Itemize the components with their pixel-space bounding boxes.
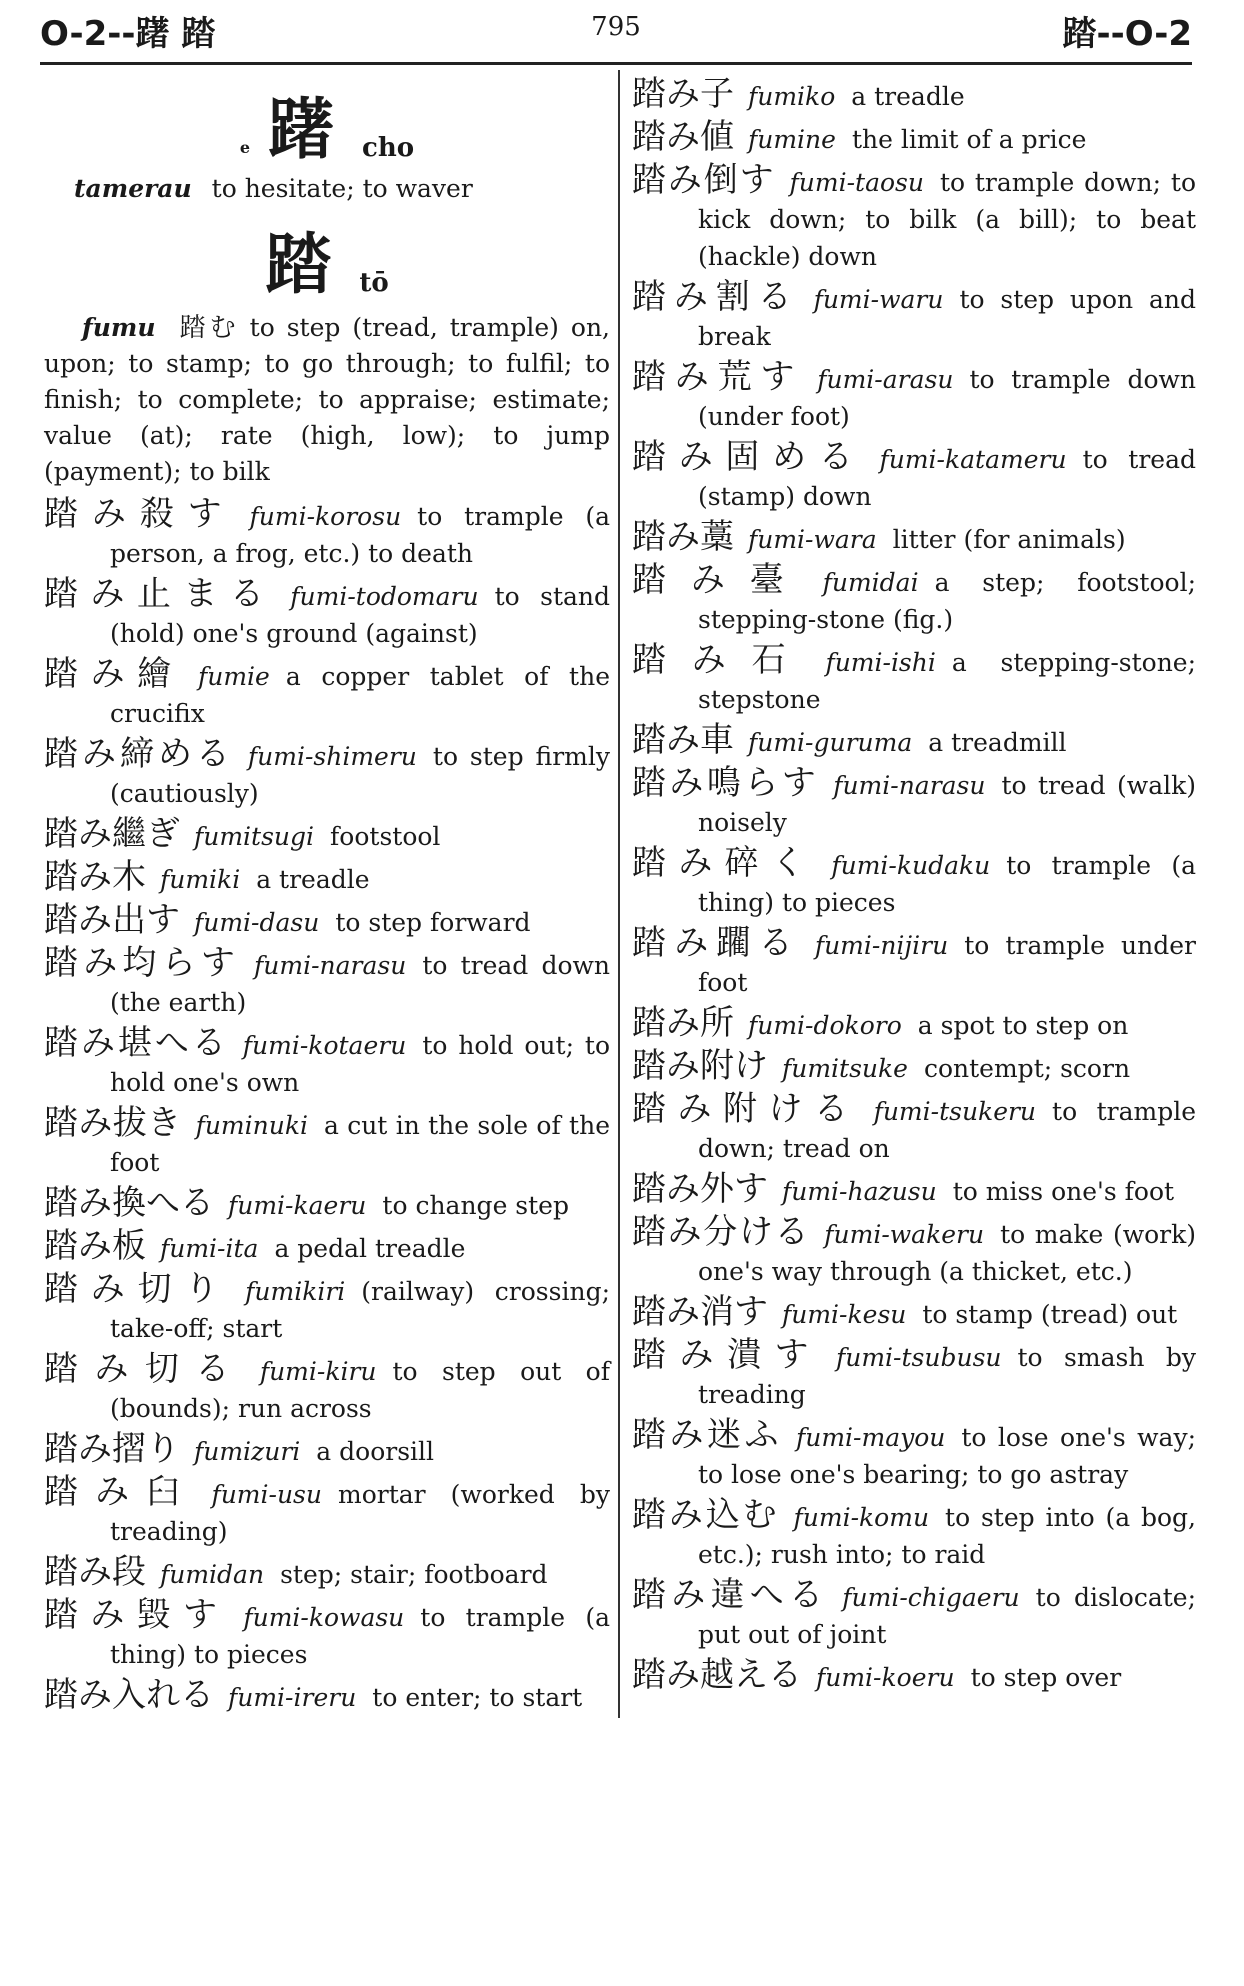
entry-gloss: to trample (a thing) to pieces xyxy=(698,851,1196,917)
dictionary-entry xyxy=(44,1271,610,1347)
entry-headword: 踏み入れる xyxy=(44,1675,214,1715)
page-header xyxy=(40,0,1192,66)
dictionary-entry xyxy=(44,1474,610,1550)
entry-headword: 踏み附ける xyxy=(632,1089,860,1129)
dictionary-entry xyxy=(44,1351,610,1427)
entry-romaji: fumi-ishi xyxy=(825,648,936,677)
entry-romaji: fumiki xyxy=(160,865,241,894)
entry-headword: 踏み鳴らす xyxy=(632,763,820,803)
entry-gloss: a stepping-stone; stepstone xyxy=(698,648,1197,714)
entry-romaji: fumi-kesu xyxy=(782,1300,907,1329)
entry-gloss: a step; footstool; stepping-stone (fig.) xyxy=(698,568,1197,634)
dictionary-entry xyxy=(632,1048,1196,1087)
dictionary-entry xyxy=(632,845,1196,921)
entry-headword: 踏み出す xyxy=(44,900,180,940)
dictionary-entry xyxy=(632,76,1196,115)
entry-romaji: fumi-kotaeru xyxy=(242,1031,407,1060)
entry-headword: 踏み木 xyxy=(44,857,146,897)
entry-romaji: fumi-arasu xyxy=(817,365,954,394)
entry-gloss: to stamp (tread) out xyxy=(922,1300,1178,1329)
entry-gloss: to step over xyxy=(970,1663,1122,1692)
entry-headword: 踏み違へる xyxy=(632,1575,829,1615)
entry-gloss: mortar (worked by treading) xyxy=(110,1480,611,1546)
dictionary-entry xyxy=(44,576,610,652)
entry-headword: 踏み換へる xyxy=(44,1183,214,1223)
dictionary-entry xyxy=(632,1657,1196,1696)
entry-headword: 踏み越える xyxy=(632,1655,802,1695)
entry-romaji: fumi-wakeru xyxy=(824,1220,985,1249)
entry-headword: 踏み外す xyxy=(632,1169,768,1209)
entry-romaji: fumi-kowasu xyxy=(243,1603,405,1632)
dictionary-entry xyxy=(632,765,1196,841)
entry-romaji: fumi-kudaku xyxy=(831,851,991,880)
header-rule xyxy=(40,62,1192,65)
entry-gloss: to step forward xyxy=(335,908,531,937)
entry-headword: 踏み込む xyxy=(632,1495,780,1535)
dictionary-entry xyxy=(632,722,1196,761)
entry-headword: 踏み板 xyxy=(44,1226,146,1266)
entry-headword: 踏み子 xyxy=(632,74,734,114)
entry-headword: 踏み臼 xyxy=(44,1472,198,1512)
entry-romaji: fumi-shimeru xyxy=(247,742,417,771)
entry-romaji: fumi-ita xyxy=(160,1234,259,1263)
entry-headword: 踏み所 xyxy=(632,1003,734,1043)
entry-headword: 踏み値 xyxy=(632,117,734,157)
dictionary-entry xyxy=(632,1091,1196,1167)
dictionary-entry xyxy=(44,945,610,1021)
entry-romaji: fumi-korosu xyxy=(249,502,402,531)
entry-gloss: to dislocate; put out of joint xyxy=(698,1583,1197,1649)
entry-romaji: fuminuki xyxy=(195,1111,308,1140)
entry-gloss: to step firmly (cautiously) xyxy=(110,742,610,808)
dictionary-entry xyxy=(632,642,1196,718)
dictionary-entry xyxy=(632,119,1196,158)
left-column xyxy=(44,76,610,1720)
left-entry-list xyxy=(44,496,610,1716)
entry-gloss: to smash by treading xyxy=(698,1343,1196,1409)
entry-romaji: fumi-waru xyxy=(813,285,944,314)
entry-gloss: to miss one's foot xyxy=(952,1177,1175,1206)
dictionary-entry xyxy=(632,1171,1196,1210)
entry-headword: 踏み消す xyxy=(632,1292,768,1332)
dictionary-entry xyxy=(44,1025,610,1101)
entry-romaji: fumi-nijiru xyxy=(814,931,949,960)
entry-headword: 踏み割る xyxy=(632,277,800,317)
entry-headword: 踏み碎く xyxy=(632,843,818,883)
dictionary-entry xyxy=(44,902,610,941)
dictionary-entry xyxy=(44,1597,610,1673)
entry-headword: 踏み車 xyxy=(632,720,734,760)
entry-romaji: fumitsugi xyxy=(194,822,315,851)
entry-romaji: fumi-todomaru xyxy=(290,582,479,611)
right-entry-list xyxy=(632,76,1196,1696)
entry-romaji: fumi-katameru xyxy=(879,445,1067,474)
entry-headword: 踏み分ける xyxy=(632,1212,811,1252)
dictionary-entry xyxy=(44,859,610,898)
entry-romaji: fumitsuke xyxy=(782,1054,908,1083)
entry-romaji: fumi-kiru xyxy=(259,1357,377,1386)
entry-romaji: fumi-koeru xyxy=(816,1663,955,1692)
entry-gloss: to hold out; to hold one's own xyxy=(110,1031,610,1097)
entry-gloss: a treadmill xyxy=(928,728,1067,757)
entry-headword: 踏み締める xyxy=(44,734,234,774)
entry-gloss: to stand (hold) one's ground (against) xyxy=(110,582,610,648)
entry-romaji: fumiko xyxy=(748,82,836,111)
entry-gloss: (railway) crossing; take-off; start xyxy=(110,1277,610,1343)
dictionary-entry xyxy=(632,562,1196,638)
header-left: O-2--躇 踏 xyxy=(40,14,216,54)
entry-gloss: to enter; to start xyxy=(372,1683,583,1712)
page-number: 795 xyxy=(591,12,641,42)
entry-gloss: to trample down; to kick down; to bilk (a bill); to beat (hackle) down xyxy=(698,168,1196,271)
definition-gloss: to step (tread, trample) on, upon; to stamp; to go through; to fulfil; to finish; to complete; to appraise; estimate; value (at); rate (high, low); to jump (payment); to bilk xyxy=(44,313,610,486)
definition-gloss: to hesitate; to waver xyxy=(211,174,473,203)
entry-headword: 踏み繪 xyxy=(44,654,184,694)
definition-romaji: tamerau xyxy=(74,174,192,203)
entry-headword: 踏み摺り xyxy=(44,1429,180,1469)
entry-headword: 踏み附け xyxy=(632,1046,768,1086)
entry-gloss: a copper tablet of the crucifix xyxy=(110,662,610,728)
entry-gloss: to trample down; tread on xyxy=(698,1097,1197,1163)
kanji-character: 踏 xyxy=(265,226,332,303)
entry-gloss: the limit of a price xyxy=(851,125,1087,154)
entry-headword: 踏み止まる xyxy=(44,574,277,614)
kanji-entry-to xyxy=(44,211,610,306)
entry-romaji: fumi-narasu xyxy=(254,951,407,980)
entry-headword: 踏み潰す xyxy=(632,1335,822,1375)
entry-headword: 踏み石 xyxy=(632,640,812,680)
dictionary-entry xyxy=(44,496,610,572)
entry-gloss: a spot to step on xyxy=(917,1011,1129,1040)
entry-gloss: to lose one's way; to lose one's bearing; to go astray xyxy=(698,1423,1196,1489)
definition-form: 踏む xyxy=(175,313,240,343)
dictionary-entry xyxy=(632,1214,1196,1290)
entry-gloss: footstool xyxy=(330,822,441,851)
dictionary-entry xyxy=(44,656,610,732)
entry-gloss: to tread (stamp) down xyxy=(698,445,1197,511)
entry-romaji: fumidan xyxy=(160,1560,265,1589)
entry-gloss: a pedal treadle xyxy=(274,1234,466,1263)
entry-headword: 踏み均らす xyxy=(44,943,241,983)
entry-headword: 踏み切り xyxy=(44,1269,232,1309)
dictionary-entry xyxy=(632,1497,1196,1573)
entry-romaji: fumi-wara xyxy=(748,525,877,554)
entry-romaji: fumi-dasu xyxy=(194,908,320,937)
dictionary-entry xyxy=(632,439,1196,515)
dictionary-entry xyxy=(44,736,610,812)
entry-headword: 踏み殺す xyxy=(44,494,236,534)
entry-gloss: to step into (a bog, etc.); rush into; to raid xyxy=(698,1503,1196,1569)
dictionary-entry xyxy=(632,1577,1196,1653)
dictionary-entry xyxy=(632,1005,1196,1044)
entry-gloss: to tread down (the earth) xyxy=(110,951,611,1017)
dictionary-entry xyxy=(632,1337,1196,1413)
dictionary-entry xyxy=(632,279,1196,355)
dictionary-entry xyxy=(44,1431,610,1470)
entry-gloss: a cut in the sole of the foot xyxy=(110,1111,610,1177)
entry-headword: 踏み臺 xyxy=(632,560,809,600)
entry-gloss: to step upon and break xyxy=(698,285,1196,351)
entry-romaji: fumi-narasu xyxy=(833,771,986,800)
entry-gloss: to trample down (under foot) xyxy=(698,365,1196,431)
entry-gloss: to trample under foot xyxy=(698,931,1196,997)
entry-romaji: fumi-tsubusu xyxy=(836,1343,1002,1372)
entry-headword: 踏み躙る xyxy=(632,923,801,963)
entry-romaji: fumi-usu xyxy=(211,1480,322,1509)
kanji-reading: tō xyxy=(359,267,389,298)
kanji-definition xyxy=(44,310,610,490)
dictionary-entry xyxy=(44,1554,610,1593)
kanji-mark: e xyxy=(239,138,251,157)
entry-gloss: to change step xyxy=(382,1191,569,1220)
entry-headword: 踏み堪へる xyxy=(44,1023,229,1063)
entry-gloss: to make (work) one's way through (a thicket, etc.) xyxy=(698,1220,1197,1286)
entry-headword: 踏み倒す xyxy=(632,160,776,200)
entry-headword: 踏み迷ふ xyxy=(632,1415,782,1455)
kanji-reading: cho xyxy=(362,132,415,163)
dictionary-entry xyxy=(632,1294,1196,1333)
header-right: 踏--O-2 xyxy=(1062,14,1192,54)
dictionary-entry xyxy=(44,1185,610,1224)
entry-headword: 踏み毀す xyxy=(44,1595,230,1635)
kanji-definition xyxy=(44,171,610,207)
column-divider xyxy=(618,70,620,1718)
entry-romaji: fumi-taosu xyxy=(789,168,924,197)
entry-romaji: fumikiri xyxy=(245,1277,346,1306)
entry-gloss: to step out of (bounds); run across xyxy=(110,1357,610,1423)
entry-romaji: fumi-komu xyxy=(793,1503,930,1532)
entry-romaji: fumizuri xyxy=(194,1437,301,1466)
kanji-character: 躇 xyxy=(268,91,335,168)
entry-headword: 踏み繼ぎ xyxy=(44,814,180,854)
dictionary-entry xyxy=(44,1677,610,1716)
entry-romaji: fumi-kaeru xyxy=(228,1191,367,1220)
entry-headword: 踏み段 xyxy=(44,1552,146,1592)
entry-gloss: to trample (a person, a frog, etc.) to death xyxy=(110,502,610,568)
entry-romaji: fumi-dokoro xyxy=(748,1011,902,1040)
entry-romaji: fumi-mayou xyxy=(796,1423,946,1452)
entry-headword: 踏み藁 xyxy=(632,517,734,557)
entry-romaji: fumi-chigaeru xyxy=(842,1583,1020,1612)
dictionary-entry xyxy=(632,162,1196,275)
entry-gloss: to trample (a thing) to pieces xyxy=(110,1603,610,1669)
entry-romaji: fumi-guruma xyxy=(748,728,913,757)
right-column xyxy=(632,76,1196,1700)
entry-gloss: to tread (walk) noisely xyxy=(698,771,1197,837)
entry-gloss: a doorsill xyxy=(316,1437,435,1466)
definition-romaji: fumu xyxy=(82,313,156,342)
entry-headword: 踏み切る xyxy=(44,1349,246,1389)
entry-gloss: contempt; scorn xyxy=(923,1054,1131,1083)
entry-headword: 踏み固める xyxy=(632,437,866,477)
dictionary-entry xyxy=(44,1105,610,1181)
dictionary-entry xyxy=(632,359,1196,435)
dictionary-entry xyxy=(632,519,1196,558)
entry-gloss: a treadle xyxy=(851,82,965,111)
entry-headword: 踏み拔き xyxy=(44,1103,182,1143)
dictionary-entry xyxy=(632,1417,1196,1493)
entry-headword: 踏み荒す xyxy=(632,357,804,397)
entry-romaji: fumi-ireru xyxy=(228,1683,357,1712)
entry-romaji: fumie xyxy=(197,662,270,691)
dictionary-entry xyxy=(44,1228,610,1267)
entry-romaji: fumi-hazusu xyxy=(782,1177,937,1206)
entry-romaji: fumi-tsukeru xyxy=(873,1097,1037,1126)
entry-gloss: a treadle xyxy=(256,865,370,894)
kanji-entry-cho xyxy=(44,76,610,171)
entry-romaji: fumidai xyxy=(822,568,919,597)
entry-gloss: litter (for animals) xyxy=(892,525,1126,554)
entry-gloss: step; stair; footboard xyxy=(280,1560,548,1589)
dictionary-entry xyxy=(632,925,1196,1001)
dictionary-entry xyxy=(44,816,610,855)
entry-romaji: fumine xyxy=(748,125,836,154)
